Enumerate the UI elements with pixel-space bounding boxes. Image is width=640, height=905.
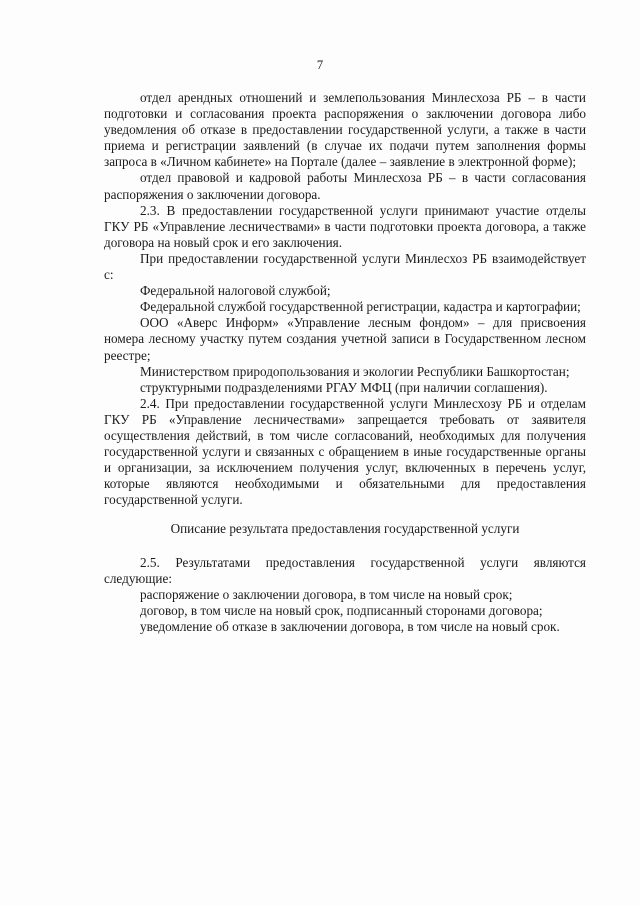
paragraph: отдел арендных отношений и землепользования Минлесхоза РБ – в части подготовки и согласования проекта распоряжения о заключении договора либо уведомления об отказе в предоставлении государственной услуги, а также в части приема и регистрации заявлений (в случае их подачи путем заполнения формы запроса в «Личном кабинете» на Портале (далее – заявление в электронной форме);: [104, 90, 586, 170]
paragraph: Федеральной службой государственной регистрации, кадастра и картографии;: [140, 299, 581, 315]
paragraph: 2.5. Результатами предоставления государственной услуги являются следующие:: [104, 554, 586, 586]
paragraph: договор, в том числе на новый срок, подписанный сторонами договора;: [140, 602, 543, 618]
paragraph: ООО «Аверс Информ» «Управление лесным фондом» – для присвоения номера лесному участку путем создания учетной записи в Государственном лесном реестре;: [104, 315, 586, 363]
paragraph: распоряжение о заключении договора, в том числе на новый срок;: [140, 586, 513, 602]
page-number: 7: [316, 58, 324, 72]
document-body: [104, 90, 586, 635]
paragraph: Федеральной налоговой службой;: [140, 283, 331, 299]
paragraph: структурными подразделениями РГАУ МФЦ (при наличии соглашения).: [140, 379, 548, 395]
paragraph: 2.4. При предоставлении государственной услуги Минлесхозу РБ и отделам ГКУ РБ «Управление лесничествами» запрещается требовать от заявителя осуществления действий, в том числе согласований, необходимых для получения государственной услуги и связанных с обращением в иные государственные органы и организации, за исключением получения услуг, включенных в перечень услуг, которые являются необходимыми и обязательными для предоставления государственной услуги.: [104, 395, 586, 508]
paragraph-group-results: [104, 555, 586, 635]
section-heading-wrapper: [104, 521, 586, 537]
paragraph: При предоставлении государственной услуги Минлесхоз РБ взаимодействует с:: [104, 250, 586, 283]
paragraph: Министерством природопользования и экологии Республики Башкортостан;: [140, 363, 570, 379]
paragraph: отдел правовой и кадровой работы Минлесхоза РБ – в части согласования распоряжения о заключении договора.: [104, 170, 586, 202]
paragraph-group-responsibilities: [104, 90, 586, 508]
paragraph: уведомление об отказе в заключении договора, в том числе на новый срок.: [140, 618, 560, 634]
paragraph: 2.3. В предоставлении государственной услуги принимают участие отделы ГКУ РБ «Управление лесничествами» в части подготовки проекта договора, а также договора на новый срок и его заключения.: [104, 202, 586, 250]
section-heading: Описание результата предоставления государственной услуги: [170, 521, 520, 537]
